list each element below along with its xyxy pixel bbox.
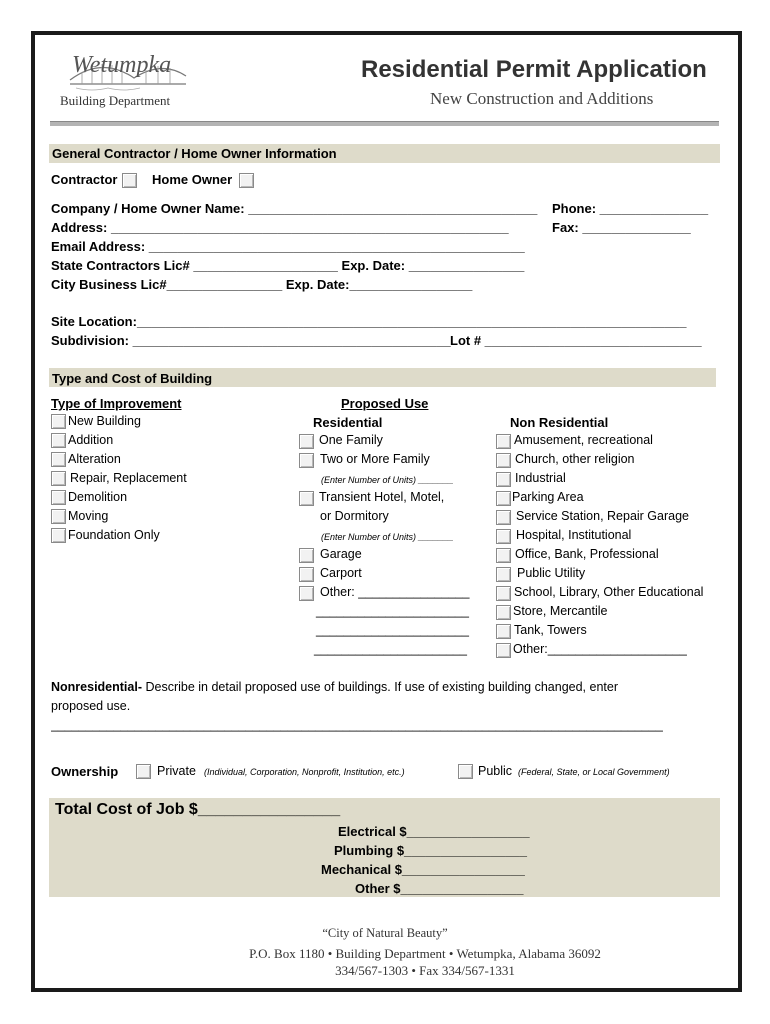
checkbox[interactable] xyxy=(496,548,511,563)
nonres-item: Church, other religion xyxy=(515,452,635,466)
residential-item: Transient Hotel, Motel, xyxy=(319,490,445,504)
improvement-item: Moving xyxy=(68,509,109,523)
checkbox[interactable] xyxy=(496,491,511,506)
plumbing-field[interactable]: Plumbing $_________________ xyxy=(334,843,527,858)
page-subtitle: New Construction and Additions xyxy=(430,89,654,108)
nonres-item: Parking Area xyxy=(512,490,584,504)
residential-item: Carport xyxy=(320,566,362,580)
other-cost-field[interactable]: Other $_________________ xyxy=(355,881,524,896)
private-note: (Individual, Corporation, Nonprofit, Institution, etc.) xyxy=(204,767,405,777)
nonres-item: School, Library, Other Educational xyxy=(514,585,704,599)
nonres-item: Office, Bank, Professional xyxy=(515,547,659,561)
checkbox[interactable] xyxy=(51,433,66,448)
phone-field[interactable]: Phone: _______________ xyxy=(552,201,709,216)
private-checkbox[interactable] xyxy=(136,764,151,779)
checkbox[interactable] xyxy=(299,567,314,582)
units-field[interactable]: (Enter Number of Units) _______ xyxy=(321,532,454,542)
logo-text: Wetumpka xyxy=(72,52,172,78)
checkbox[interactable] xyxy=(496,586,511,601)
public-note: (Federal, State, or Local Government) xyxy=(518,767,670,777)
checkbox[interactable] xyxy=(51,414,66,429)
nonres-item: Hospital, Institutional xyxy=(516,528,632,542)
checkbox[interactable] xyxy=(51,490,66,505)
nonresidential-header: Non Residential xyxy=(510,415,609,430)
contractor-label: Contractor xyxy=(51,172,118,187)
subdivision-field[interactable]: Subdivision: ____________________________________________ xyxy=(51,333,451,348)
department-name: Building Department xyxy=(60,93,171,108)
checkbox[interactable] xyxy=(51,471,66,486)
nonresidential-text-2: proposed use. xyxy=(51,699,131,713)
blank-line[interactable]: ______________________ xyxy=(316,623,469,637)
public-label: Public xyxy=(478,764,513,778)
section-title-building: Type and Cost of Building xyxy=(52,371,213,386)
other-field[interactable]: Other: ________________ xyxy=(320,585,470,599)
contractor-checkbox[interactable] xyxy=(122,173,137,188)
nonres-item: Amusement, recreational xyxy=(514,433,653,447)
checkbox[interactable] xyxy=(496,643,511,658)
residential-item: One Family xyxy=(319,433,383,447)
address-field[interactable]: Address: _______________________________________________________ xyxy=(51,220,509,235)
nonres-item: Industrial xyxy=(515,471,566,485)
lot-field[interactable]: Lot # ______________________________ xyxy=(450,333,702,348)
checkbox[interactable] xyxy=(496,567,511,582)
blank-line[interactable]: ______________________ xyxy=(314,642,467,656)
checkbox[interactable] xyxy=(496,510,511,525)
nonres-item: Store, Mercantile xyxy=(513,604,608,618)
nonresidential-text: Describe in detail proposed use of buildings. If use of existing building changed, enter xyxy=(142,680,618,694)
improvement-item: Foundation Only xyxy=(68,528,160,542)
state-license-field[interactable]: State Contractors Lic# ____________________ Exp. Date: ________________ xyxy=(51,258,525,273)
residential-item: Two or More Family xyxy=(320,452,430,466)
electrical-field[interactable]: Electrical $_________________ xyxy=(338,824,530,839)
checkbox[interactable] xyxy=(496,605,511,620)
checkbox[interactable] xyxy=(51,509,66,524)
city-license-field[interactable]: City Business Lic#________________ Exp. Date:_________________ xyxy=(51,277,473,292)
nonres-item: Public Utility xyxy=(517,566,586,580)
public-checkbox[interactable] xyxy=(458,764,473,779)
checkbox[interactable] xyxy=(496,434,511,449)
blank-line[interactable]: ______________________ xyxy=(316,604,469,618)
checkbox[interactable] xyxy=(299,453,314,468)
checkbox[interactable] xyxy=(299,548,314,563)
checkbox[interactable] xyxy=(496,453,511,468)
header-divider xyxy=(50,121,719,126)
checkbox[interactable] xyxy=(299,491,314,506)
residential-item: Garage xyxy=(320,547,362,561)
company-field[interactable]: Company / Home Owner Name: ________________________________________ xyxy=(51,201,538,216)
checkbox[interactable] xyxy=(496,624,511,639)
section-title-general: General Contractor / Home Owner Information xyxy=(52,146,337,161)
improvement-item: New Building xyxy=(68,414,141,428)
total-cost-field[interactable]: Total Cost of Job $________________ xyxy=(55,801,341,818)
checkbox[interactable] xyxy=(51,452,66,467)
improvement-item: Demolition xyxy=(68,490,128,504)
nonresidential-line[interactable]: ________________________________________________________________________________________ xyxy=(51,718,663,732)
ownership-label: Ownership xyxy=(51,764,119,779)
proposed-use-header: Proposed Use xyxy=(341,396,429,411)
nonres-item: Service Station, Repair Garage xyxy=(516,509,690,523)
site-location-field[interactable]: Site Location:____________________________________________________________________________ xyxy=(51,314,687,329)
home-owner-checkbox[interactable] xyxy=(239,173,254,188)
footer-phone: 334/567-1303 • Fax 334/567-1331 xyxy=(335,963,515,978)
footer-motto: “City of Natural Beauty” xyxy=(322,926,448,940)
checkbox[interactable] xyxy=(51,528,66,543)
footer-address: P.O. Box 1180 • Building Department • Wetumpka, Alabama 36092 xyxy=(249,946,601,961)
nonres-other-field[interactable]: Other:____________________ xyxy=(513,642,687,656)
improvement-header: Type of Improvement xyxy=(51,396,182,411)
email-field[interactable]: Email Address: ____________________________________________________ xyxy=(51,239,525,254)
checkbox[interactable] xyxy=(299,434,314,449)
nonresidential-description xyxy=(51,680,618,694)
nonresidential-label: Nonresidential- xyxy=(51,680,142,694)
page-title: Residential Permit Application xyxy=(361,56,707,83)
residential-item: or Dormitory xyxy=(320,509,389,523)
nonres-item: Tank, Towers xyxy=(514,623,587,637)
improvement-item: Repair, Replacement xyxy=(70,471,187,485)
private-label: Private xyxy=(157,764,196,778)
residential-header: Residential xyxy=(313,415,383,430)
home-owner-label: Home Owner xyxy=(152,172,233,187)
units-field[interactable]: (Enter Number of Units) _______ xyxy=(321,475,454,485)
fax-field[interactable]: Fax: _______________ xyxy=(552,220,691,235)
checkbox[interactable] xyxy=(496,529,511,544)
checkbox[interactable] xyxy=(496,472,511,487)
improvement-item: Alteration xyxy=(68,452,121,466)
checkbox[interactable] xyxy=(299,586,314,601)
improvement-item: Addition xyxy=(68,433,114,447)
mechanical-field[interactable]: Mechanical $_________________ xyxy=(321,862,525,877)
